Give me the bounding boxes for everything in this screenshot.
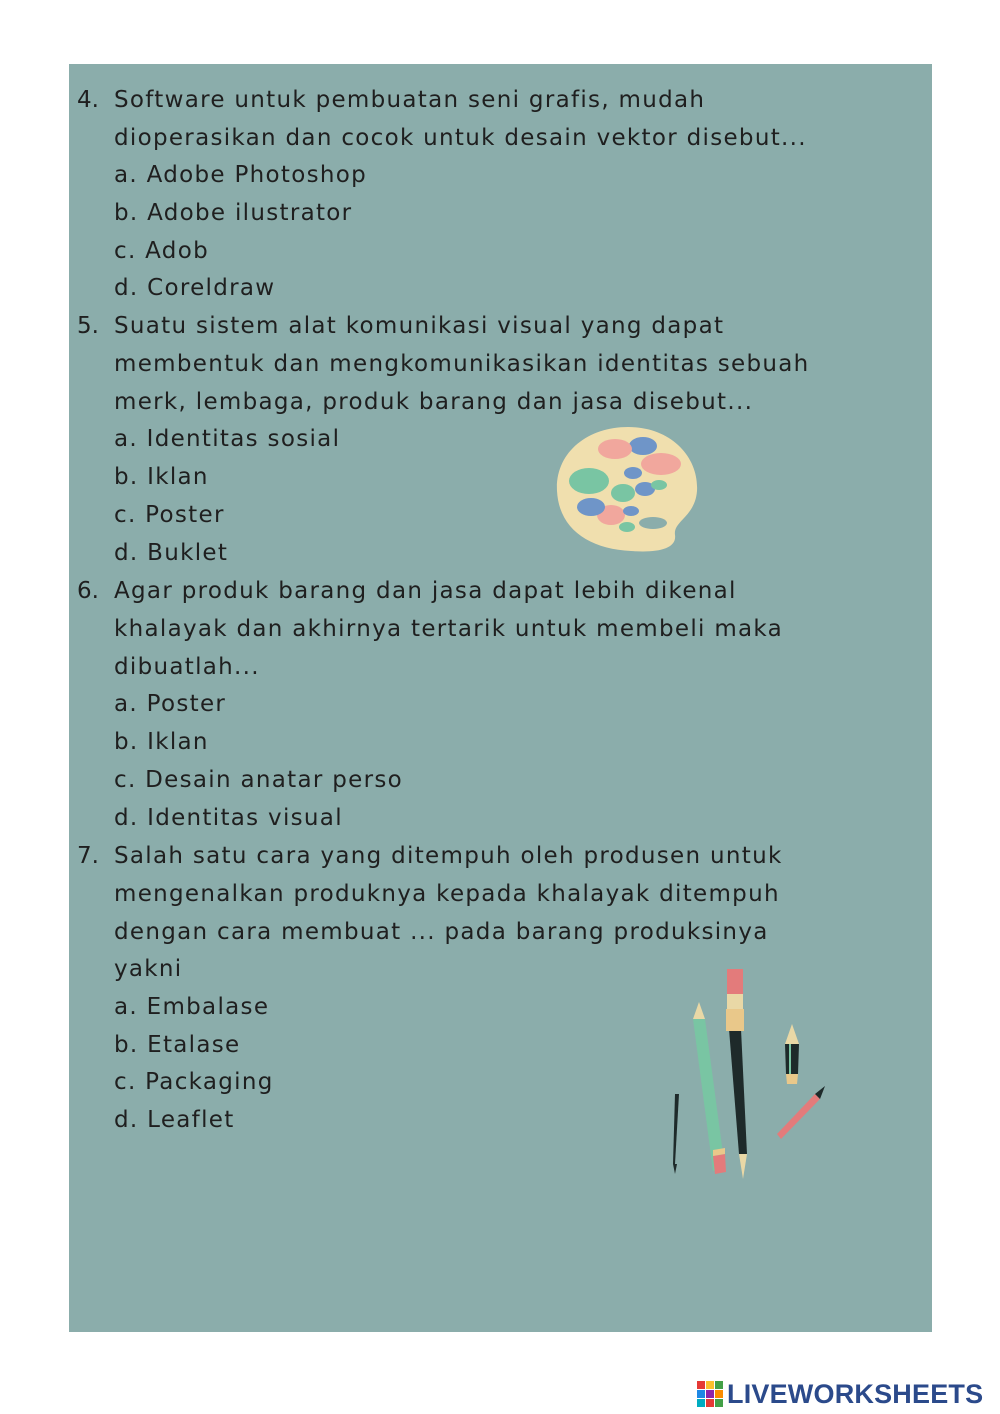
question-5-option-a[interactable]: a. Identitas sosial [114,426,341,452]
question-5-option-d[interactable]: d. Buklet [114,540,229,566]
liveworksheets-brand[interactable] [697,1379,983,1409]
question-5-line-3: merk, lembaga, produk barang dan jasa disebut... [114,389,754,415]
question-5-line-1: Suatu sistem alat komunikasi visual yang dapat [114,313,725,339]
question-5-option-b[interactable]: b. Iklan [114,464,209,490]
paint-palette-icon [553,419,703,554]
question-5-line-2: membentuk dan mengkomunikasikan identitas sebuah [114,351,810,377]
question-5-option-c[interactable]: c. Poster [114,502,225,528]
question-7-number: 7. [77,843,99,869]
question-7-line-3: dengan cara membuat ... pada barang produksinya [114,919,769,945]
question-6-option-a[interactable]: a. Poster [114,691,227,717]
question-6-line-3: dibuatlah... [114,654,260,680]
question-7-option-c[interactable]: c. Packaging [114,1069,274,1095]
question-7-option-b[interactable]: b. Etalase [114,1032,241,1058]
pencils-brushes-icon [665,964,825,1179]
question-5-number: 5. [77,313,99,339]
question-7-line-1: Salah satu cara yang ditempuh oleh produsen untuk [114,843,783,869]
question-6-option-d[interactable]: d. Identitas visual [114,805,343,831]
question-4-option-c[interactable]: c. Adob [114,238,209,264]
worksheet-panel [69,64,932,1332]
question-4-option-d[interactable]: d. Coreldraw [114,275,276,301]
question-4-line-1: Software untuk pembuatan seni grafis, mudah [114,87,706,113]
liveworksheets-logo-icon [697,1381,723,1407]
question-4-option-a[interactable]: a. Adobe Photoshop [114,162,368,188]
question-7-line-4: yakni [114,956,183,982]
question-6-option-b[interactable]: b. Iklan [114,729,209,755]
question-4-option-b[interactable]: b. Adobe ilustrator [114,200,353,226]
question-4-line-2: dioperasikan dan cocok untuk desain vektor disebut... [114,125,807,151]
question-6-line-1: Agar produk barang dan jasa dapat lebih dikenal [114,578,737,604]
question-7-option-a[interactable]: a. Embalase [114,994,270,1020]
liveworksheets-text: LIVEWORKSHEETS [727,1378,984,1409]
question-7-line-2: mengenalkan produknya kepada khalayak ditempuh [114,881,780,907]
question-6-option-c[interactable]: c. Desain anatar perso [114,767,403,793]
question-6-line-2: khalayak dan akhirnya tertarik untuk membeli maka [114,616,784,642]
question-7-option-d[interactable]: d. Leaflet [114,1107,235,1133]
question-4-number: 4. [77,87,99,113]
question-6-number: 6. [77,578,99,604]
